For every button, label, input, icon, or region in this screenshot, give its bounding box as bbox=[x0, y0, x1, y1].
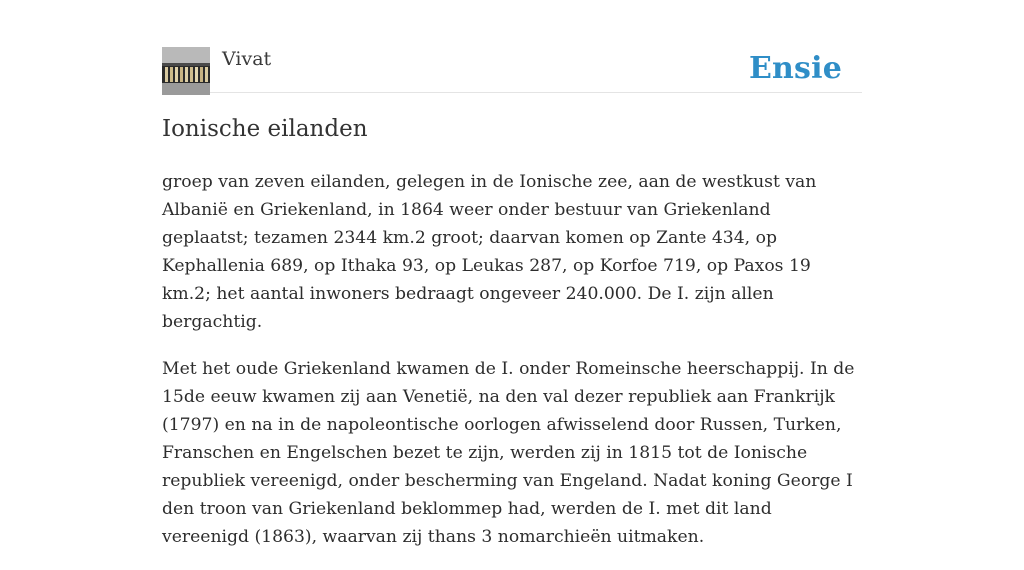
article-paragraph: groep van zeven eilanden, gelegen in de Ionische zee, aan de westkust van Albanië en Griekenland, in 1864 weer onder bestuur van Griekenland geplaatst; tezamen 2344 km.2 groot; daarvan komen op Zante 434, op Kephallenia 689, op Ithaka 93, op Leukas 287, op Korfoe 719, op Paxos 19 km.2; het aantal inwoners bedraagt ongeveer 240.000. De I. zijn allen bergachtig. bbox=[162, 172, 817, 332]
brand-logo[interactable]: Ensie bbox=[748, 51, 842, 86]
article-title: Ionische eilanden bbox=[162, 116, 368, 142]
bookshelf-avatar-icon bbox=[162, 47, 210, 95]
author-avatar[interactable] bbox=[162, 47, 210, 95]
header bbox=[162, 44, 862, 93]
article-body bbox=[162, 168, 862, 570]
article-paragraph: Met het oude Griekenland kwamen de I. onder Romeinsche heerschappij. In de 15de eeuw kwamen zij aan Venetië, na den val dezer republiek aan Frankrijk (1797) en na in de napoleontische oorlogen afwisselend door Russen, Turken, Franschen en Engelschen bezet te zijn, werden zij in 1815 tot de Ionische republiek vereenigd, onder bescherming van Engeland. Nadat koning George I den troon van Griekenland beklommep had, werden de I. met dit land vereenigd (1863), waarvan zij thans 3 nomarchieën uitmaken. bbox=[162, 359, 855, 547]
author-name[interactable]: Vivat bbox=[222, 48, 272, 70]
